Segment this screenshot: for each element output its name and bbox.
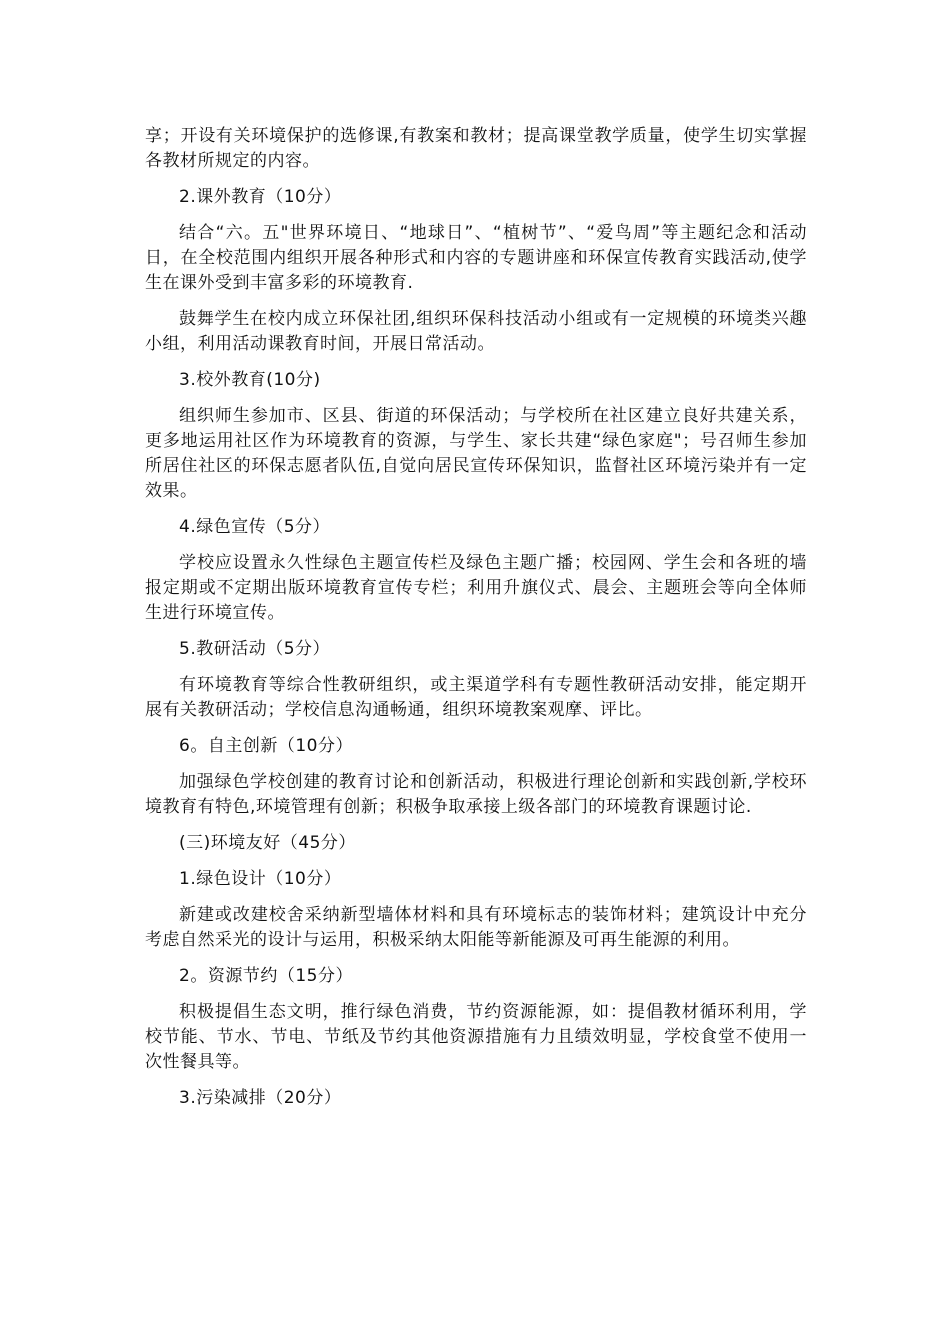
paragraph: 新建或改建校舍采纳新型墙体材料和具有环境标志的装饰材料；建筑设计中充分考虑自然采光的设计与运用，积极采纳太阳能等新能源及可再生能源的利用。: [145, 905, 807, 950]
section-heading: 6。自主创新（10分）: [179, 736, 353, 756]
paragraph: 组织师生参加市、区县、街道的环保活动；与学校所在社区建立良好共建关系，更多地运用社区作为环境教育的资源，与学生、家长共建“绿色家庭"；号召师生参加所居住社区的环保志愿者队伍,自觉向居民宣传环保知识，监督社区环境污染并有一定效果。: [145, 406, 807, 501]
paragraph: 积极提倡生态文明，推行绿色消费，节约资源能源，如：提倡教材循环利用，学校节能、节水、节电、节纸及节约其他资源措施有力且绩效明显，学校食堂不使用一次性餐具等。: [145, 1002, 807, 1072]
paragraph: 学校应设置永久性绿色主题宣传栏及绿色主题广播；校园网、学生会和各班的墙报定期或不定期出版环境教育宣传专栏；利用升旗仪式、晨会、主题班会等向全体师生进行环境宣传。: [145, 553, 807, 623]
section-heading: 3.污染减排（20分）: [179, 1088, 342, 1108]
paragraph: 有环境教育等综合性教研组织，或主渠道学科有专题性教研活动安排，能定期开展有关教研活动；学校信息沟通畅通，组织环境教案观摩、评比。: [145, 675, 807, 720]
paragraph-continued: 享；开设有关环境保护的选修课,有教案和教材；提高课堂教学质量，使学生切实掌握各教材所规定的内容。: [145, 126, 807, 171]
section-heading: 4.绿色宣传（5分）: [179, 517, 331, 537]
section-heading: 2。资源节约（15分）: [179, 966, 353, 986]
section-heading: 5.教研活动（5分）: [179, 639, 331, 659]
document-page: [145, 124, 807, 1122]
section-heading: (三)环境友好（45分）: [179, 833, 356, 853]
section-heading: 2.课外教育（10分）: [179, 187, 342, 207]
paragraph: 加强绿色学校创建的教育讨论和创新活动，积极进行理论创新和实践创新,学校环境教育有特色,环境管理有创新；积极争取承接上级各部门的环境教育课题讨论.: [145, 772, 807, 817]
section-heading: 3.校外教育(10分): [179, 370, 321, 390]
paragraph: 结合“六。五"世界环境日、“地球日”、“植树节”、“爱鸟周”等主题纪念和活动日，在全校范围内组织开展各种形式和内容的专题讲座和环保宣传教育实践活动,使学生在课外受到丰富多彩的环境教育.: [145, 223, 807, 293]
section-heading: 1.绿色设计（10分）: [179, 869, 342, 889]
paragraph: 鼓舞学生在校内成立环保社团,组织环保科技活动小组或有一定规模的环境类兴趣小组，利用活动课教育时间，开展日常活动。: [145, 309, 807, 354]
